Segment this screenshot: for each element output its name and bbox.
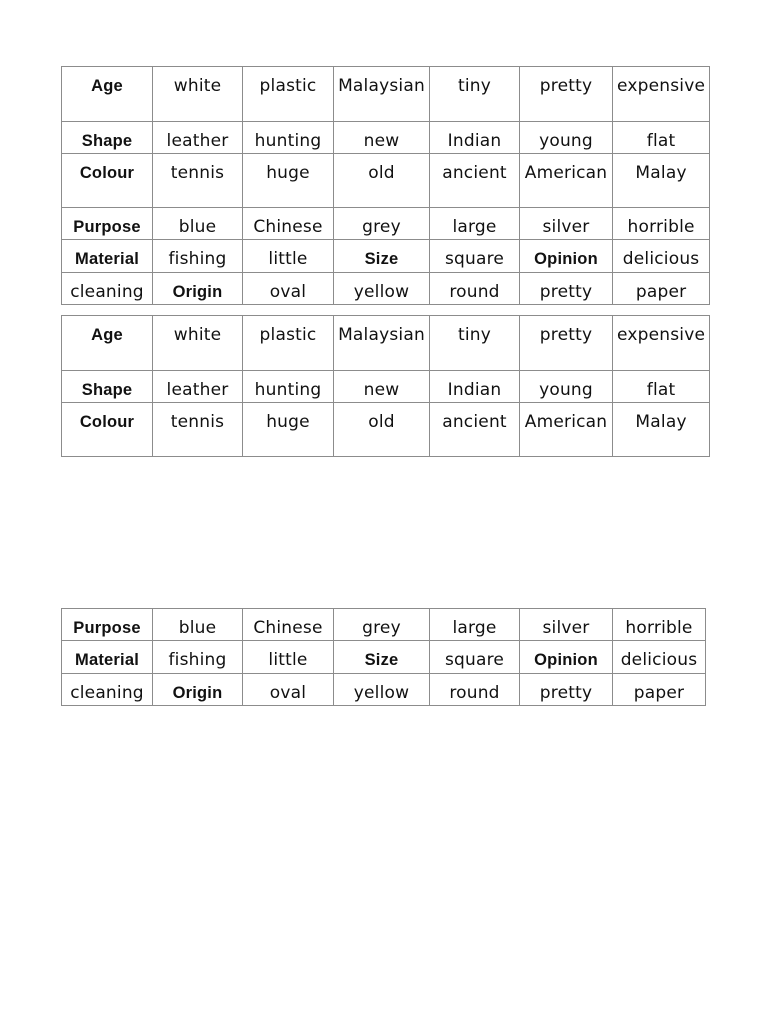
word-cell: plastic bbox=[243, 67, 334, 122]
word-cell: paper bbox=[613, 674, 706, 706]
word-cell: oval bbox=[243, 273, 334, 305]
word-cell: tennis bbox=[153, 154, 243, 208]
word-cell: flat bbox=[613, 371, 710, 403]
category-heading-cell: Colour bbox=[62, 403, 153, 457]
word-cell: silver bbox=[520, 609, 613, 641]
word-cell: paper bbox=[613, 273, 710, 305]
word-cell: hunting bbox=[243, 122, 334, 154]
table-row bbox=[62, 674, 706, 706]
category-heading-cell: Material bbox=[62, 641, 153, 674]
word-cell: cleaning bbox=[62, 273, 153, 305]
word-cell: cleaning bbox=[62, 674, 153, 706]
word-cell: fishing bbox=[153, 240, 243, 273]
word-cell: plastic bbox=[243, 316, 334, 371]
word-cell: American bbox=[520, 154, 613, 208]
word-cell: Malay bbox=[613, 154, 710, 208]
word-cell: pretty bbox=[520, 316, 613, 371]
word-cell: Malaysian bbox=[334, 67, 430, 122]
word-cell: old bbox=[334, 403, 430, 457]
word-cell: yellow bbox=[334, 273, 430, 305]
word-table-bottom bbox=[61, 608, 706, 706]
word-cell: grey bbox=[334, 208, 430, 240]
category-heading-cell: Size bbox=[334, 641, 430, 674]
word-cell: old bbox=[334, 154, 430, 208]
word-cell: oval bbox=[243, 674, 334, 706]
word-cell: horrible bbox=[613, 208, 710, 240]
word-cell: leather bbox=[153, 371, 243, 403]
word-cell: American bbox=[520, 403, 613, 457]
word-cell: Indian bbox=[430, 371, 520, 403]
word-cell: grey bbox=[334, 609, 430, 641]
category-heading-cell: Colour bbox=[62, 154, 153, 208]
table-row bbox=[62, 208, 710, 240]
table-row bbox=[62, 122, 710, 154]
table-row bbox=[62, 316, 710, 371]
word-cell: round bbox=[430, 273, 520, 305]
word-cell: silver bbox=[520, 208, 613, 240]
table-row bbox=[62, 403, 710, 457]
category-heading-cell: Origin bbox=[153, 273, 243, 305]
table-row bbox=[62, 154, 710, 208]
category-heading-cell: Opinion bbox=[520, 641, 613, 674]
word-cell: pretty bbox=[520, 67, 613, 122]
word-cell: ancient bbox=[430, 154, 520, 208]
word-cell: square bbox=[430, 641, 520, 674]
word-cell: fishing bbox=[153, 641, 243, 674]
table-row bbox=[62, 273, 710, 305]
word-cell: expensive bbox=[613, 316, 710, 371]
category-heading-cell: Purpose bbox=[62, 609, 153, 641]
word-cell: round bbox=[430, 674, 520, 706]
word-cell: little bbox=[243, 240, 334, 273]
table-row bbox=[62, 371, 710, 403]
word-cell: new bbox=[334, 122, 430, 154]
table-row bbox=[62, 641, 706, 674]
word-cell: Chinese bbox=[243, 208, 334, 240]
word-table-top bbox=[61, 66, 710, 305]
category-heading-cell: Size bbox=[334, 240, 430, 273]
word-cell: expensive bbox=[613, 67, 710, 122]
word-cell: new bbox=[334, 371, 430, 403]
category-heading-cell: Purpose bbox=[62, 208, 153, 240]
word-cell: leather bbox=[153, 122, 243, 154]
word-cell: hunting bbox=[243, 371, 334, 403]
word-cell: little bbox=[243, 641, 334, 674]
category-heading-cell: Origin bbox=[153, 674, 243, 706]
word-cell: horrible bbox=[613, 609, 706, 641]
word-cell: Malay bbox=[613, 403, 710, 457]
word-cell: yellow bbox=[334, 674, 430, 706]
word-cell: delicious bbox=[613, 641, 706, 674]
word-cell: young bbox=[520, 371, 613, 403]
category-heading-cell: Opinion bbox=[520, 240, 613, 273]
word-cell: pretty bbox=[520, 273, 613, 305]
word-cell: huge bbox=[243, 154, 334, 208]
word-cell: flat bbox=[613, 122, 710, 154]
word-cell: pretty bbox=[520, 674, 613, 706]
category-heading-cell: Shape bbox=[62, 122, 153, 154]
word-cell: square bbox=[430, 240, 520, 273]
word-cell: large bbox=[430, 609, 520, 641]
category-heading-cell: Age bbox=[62, 67, 153, 122]
word-cell: Malaysian bbox=[334, 316, 430, 371]
word-table-middle bbox=[61, 315, 710, 457]
word-cell: Chinese bbox=[243, 609, 334, 641]
word-cell: large bbox=[430, 208, 520, 240]
word-cell: delicious bbox=[613, 240, 710, 273]
word-cell: huge bbox=[243, 403, 334, 457]
word-cell: tennis bbox=[153, 403, 243, 457]
word-cell: white bbox=[153, 316, 243, 371]
table-row bbox=[62, 609, 706, 641]
table-row bbox=[62, 240, 710, 273]
word-cell: blue bbox=[153, 609, 243, 641]
word-cell: Indian bbox=[430, 122, 520, 154]
word-cell: tiny bbox=[430, 316, 520, 371]
table-row bbox=[62, 67, 710, 122]
word-cell: blue bbox=[153, 208, 243, 240]
word-cell: tiny bbox=[430, 67, 520, 122]
word-cell: ancient bbox=[430, 403, 520, 457]
word-cell: young bbox=[520, 122, 613, 154]
word-cell: white bbox=[153, 67, 243, 122]
category-heading-cell: Material bbox=[62, 240, 153, 273]
category-heading-cell: Age bbox=[62, 316, 153, 371]
category-heading-cell: Shape bbox=[62, 371, 153, 403]
